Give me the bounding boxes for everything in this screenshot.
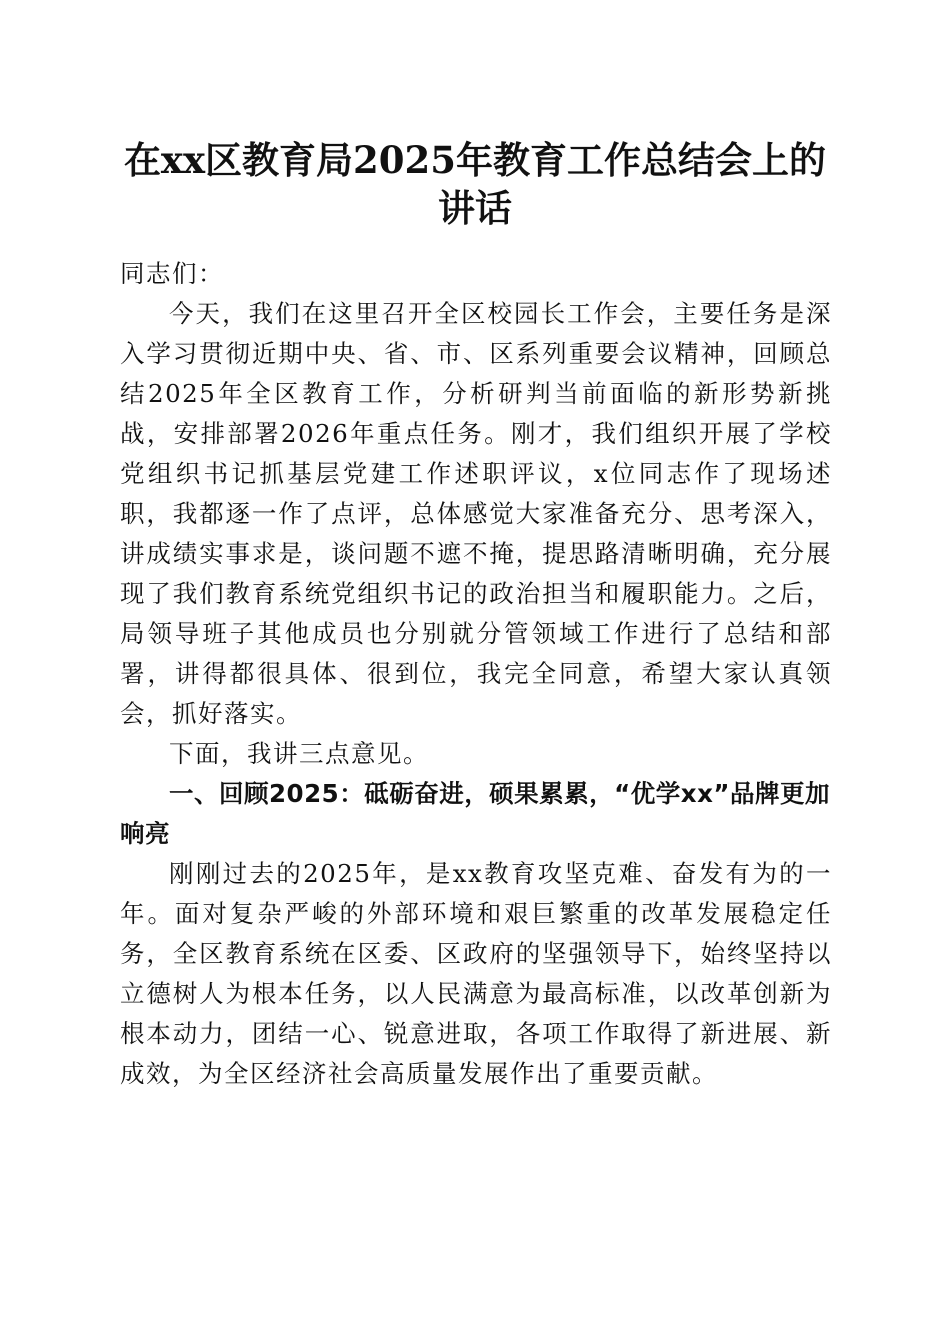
document-title: 在xx区教育局2025年教育工作总结会上的讲话: [123, 138, 827, 230]
section-1-paragraph: 刚刚过去的2025年，是xx教育攻坚克难、奋发有为的一年。面对复杂严峻的外部环境和艰巨繁重的改革发展稳定任务，全区教育系统在区委、区政府的坚强领导下，始终坚持以立德树人为根本任务，以人民满意为最高标准，以改革创新为根本动力，团结一心、锐意进取，各项工作取得了新进展、新成效，为全区经济社会高质量发展作出了重要贡献。: [120, 859, 832, 1088]
section-heading-1: 一、回顾2025：砥砺奋进，硕果累累，“优学xx”品牌更加响亮: [120, 779, 830, 848]
transition-paragraph: 下面，我讲三点意见。: [169, 739, 429, 768]
document-body: [120, 254, 832, 1094]
salutation: 同志们：: [120, 259, 224, 288]
intro-paragraph: 今天，我们在这里召开全区校园长工作会，主要任务是深入学习贯彻近期中央、省、市、区系列重要会议精神，回顾总结2025年全区教育工作，分析研判当前面临的新形势新挑战，安排部署2026年重点任务。刚才，我们组织开展了学校党组织书记抓基层党建工作述职评议，x位同志作了现场述职，我都逐一作了点评，总体感觉大家准备充分、思考深入，讲成绩实事求是，谈问题不遮不掩，提思路清晰明确，充分展现了我们教育系统党组织书记的政治担当和履职能力。之后，局领导班子其他成员也分别就分管领域工作进行了总结和部署，讲得都很具体、很到位，我完全同意，希望大家认真领会，抓好落实。: [120, 299, 832, 728]
